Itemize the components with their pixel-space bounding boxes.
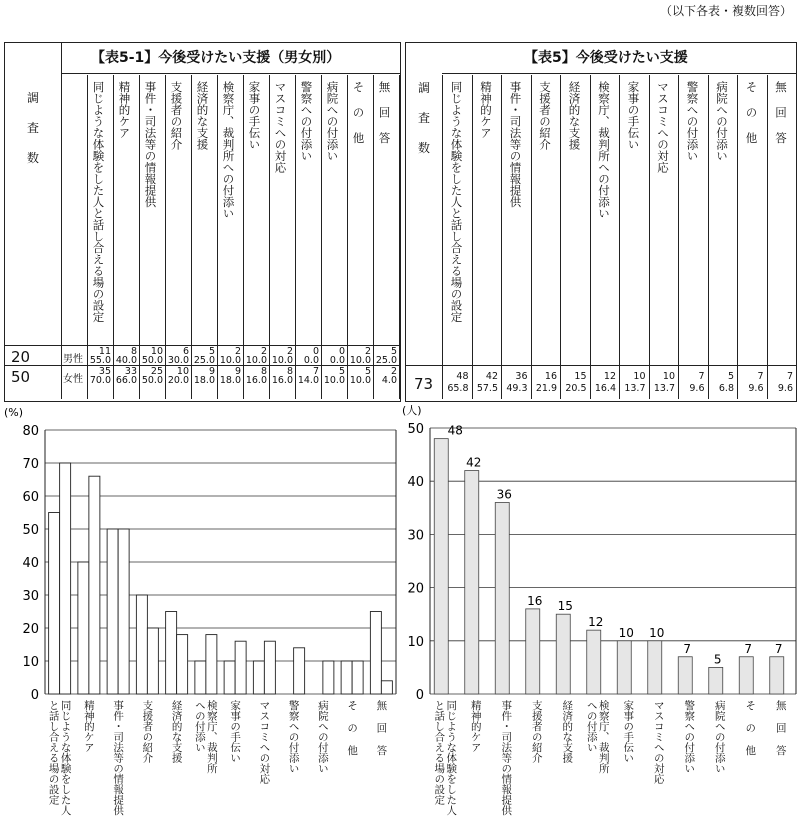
bar-male bbox=[253, 661, 264, 694]
x-tick-label: 精神的ケア bbox=[82, 700, 95, 753]
column-header: そ の 他 bbox=[351, 81, 366, 144]
col-divider bbox=[560, 75, 561, 399]
y-tick-label: 80 bbox=[22, 424, 39, 439]
y-tick-label: 30 bbox=[22, 589, 39, 604]
column-header: 同じような体験をした人と話し合える場の設定 bbox=[91, 81, 106, 323]
cell-count: 42 bbox=[485, 371, 498, 382]
table-5-1-title: 【表5-1】今後受けたい支援（男女別） bbox=[91, 50, 341, 66]
cell-pct: 10.0 bbox=[219, 355, 241, 366]
col-divider bbox=[590, 75, 591, 399]
bar-female bbox=[323, 661, 334, 694]
bar-male bbox=[136, 595, 147, 694]
y-tick-label: 40 bbox=[22, 556, 39, 571]
chart-total bbox=[400, 400, 800, 827]
y-tick-label: 50 bbox=[407, 422, 424, 437]
bar-female bbox=[89, 476, 100, 694]
cell-count: 11 bbox=[98, 346, 111, 357]
column-header: 事件・司法等の情報提供 bbox=[143, 81, 158, 208]
col-divider bbox=[767, 75, 768, 399]
cell-count: 5 bbox=[208, 346, 215, 357]
data-label: 12 bbox=[588, 615, 604, 630]
x-tick-label: マスコミへの対応 bbox=[652, 700, 665, 784]
col-divider bbox=[501, 75, 502, 399]
y-tick-label: 20 bbox=[22, 622, 39, 637]
cell-count: 9 bbox=[234, 366, 241, 377]
cell-count: 2 bbox=[286, 346, 293, 357]
x-tick-label: 同じような体験をした人 bbox=[59, 700, 72, 816]
y-tick-label: 50 bbox=[22, 523, 39, 538]
cell-count: 25 bbox=[150, 366, 163, 377]
data-label: 10 bbox=[618, 625, 634, 640]
x-tick-label: 支援者の紹介 bbox=[141, 700, 154, 763]
cell-pct: 16.4 bbox=[594, 383, 616, 394]
column-header: 病院への付添い bbox=[715, 81, 729, 162]
bar bbox=[648, 641, 662, 694]
bar bbox=[709, 667, 723, 694]
cell-count: 2 bbox=[364, 346, 371, 357]
column-header: 支援者の紹介 bbox=[169, 81, 184, 150]
count-header-char: 数 bbox=[27, 151, 40, 165]
x-tick-label: への付添い bbox=[193, 700, 206, 753]
cell-count: 2 bbox=[260, 346, 267, 357]
y-tick-label: 30 bbox=[407, 528, 424, 544]
cell-count: 16 bbox=[544, 371, 557, 382]
cell-pct: 10.0 bbox=[349, 375, 371, 386]
cell-count: 2 bbox=[390, 366, 397, 377]
data-label: 36 bbox=[496, 487, 512, 502]
bar-male bbox=[341, 661, 352, 694]
count-header-char: 調 bbox=[418, 81, 431, 95]
cell-pct: 18.0 bbox=[219, 375, 241, 386]
col-divider bbox=[708, 75, 709, 399]
data-label: 48 bbox=[447, 423, 463, 438]
cell-pct: 14.0 bbox=[297, 375, 319, 386]
cell-count: 10 bbox=[633, 371, 646, 382]
cell-count: 8 bbox=[130, 346, 137, 357]
y-tick-label: 10 bbox=[407, 634, 424, 650]
bar-female bbox=[235, 641, 246, 694]
bar-male bbox=[224, 661, 235, 694]
col-divider bbox=[531, 75, 532, 399]
cell-pct: 21.9 bbox=[535, 383, 557, 394]
cell-pct: 10.0 bbox=[349, 355, 371, 366]
column-header: 無 回 答 bbox=[774, 81, 788, 144]
cell-pct: 0.0 bbox=[303, 355, 319, 366]
cell-pct: 30.0 bbox=[167, 355, 189, 366]
cell-count: 48 bbox=[456, 371, 469, 382]
cell-pct: 50.0 bbox=[141, 375, 163, 386]
chart-by-gender bbox=[0, 400, 400, 827]
column-header: 病院への付添い bbox=[325, 81, 340, 162]
y-tick-label: 60 bbox=[22, 490, 39, 505]
bar-female bbox=[264, 641, 275, 694]
bar bbox=[495, 502, 509, 694]
x-tick-label: 経済的な支援 bbox=[561, 700, 574, 763]
x-tick-label: 病院への付添い bbox=[316, 700, 329, 774]
y-tick-label: 20 bbox=[407, 581, 424, 597]
cell-pct: 13.7 bbox=[624, 383, 646, 394]
cell-pct: 50.0 bbox=[141, 355, 163, 366]
column-header: 検察庁、裁判所への付添い bbox=[221, 81, 236, 219]
cell-pct: 49.3 bbox=[506, 383, 528, 394]
x-tick-label: マスコミへの対応 bbox=[258, 700, 271, 784]
y-tick-label: 40 bbox=[407, 475, 424, 491]
x-tick-label: 検察庁、裁判所 bbox=[205, 700, 218, 774]
bar-female bbox=[381, 681, 392, 694]
bar bbox=[678, 657, 692, 694]
bar-female bbox=[60, 463, 71, 694]
data-label: 42 bbox=[466, 455, 482, 470]
column-header: 警察への付添い bbox=[685, 81, 700, 162]
cell-count: 36 bbox=[515, 371, 528, 382]
cell-count: 0 bbox=[338, 346, 345, 357]
column-header: 警察への付添い bbox=[299, 81, 314, 162]
bar-male bbox=[107, 529, 118, 694]
bar-female bbox=[118, 529, 129, 694]
cell-pct: 40.0 bbox=[115, 355, 137, 366]
col-divider bbox=[678, 75, 679, 399]
bar-male bbox=[370, 612, 381, 695]
cell-count: 33 bbox=[124, 366, 137, 377]
bar-female bbox=[352, 661, 363, 694]
cell-count: 7 bbox=[698, 371, 705, 382]
cell-pct: 70.0 bbox=[89, 375, 111, 386]
cell-count: 7 bbox=[757, 371, 764, 382]
x-tick-label: 警察への付添い bbox=[287, 700, 300, 774]
cell-count: 35 bbox=[98, 366, 111, 377]
label-divider bbox=[442, 75, 443, 399]
x-tick-label: 精神的ケア bbox=[469, 700, 482, 753]
data-label: 7 bbox=[744, 641, 753, 656]
column-header: 家事の手伝い bbox=[626, 81, 641, 150]
x-tick-label: 無 回 答 bbox=[375, 700, 388, 756]
bar-female bbox=[206, 635, 217, 694]
bar bbox=[465, 471, 479, 694]
col-divider bbox=[399, 75, 400, 399]
table-5-title: 【表5】今後受けたい支援 bbox=[524, 50, 688, 66]
x-tick-label: 事件・司法等の情報提供 bbox=[500, 700, 513, 816]
data-label: 7 bbox=[774, 641, 783, 656]
x-tick-label: 警察への付添い bbox=[683, 700, 696, 774]
y-tick-label: 0 bbox=[415, 688, 424, 700]
count-header-char: 査 bbox=[418, 111, 431, 125]
data-label: 7 bbox=[683, 641, 692, 656]
cell-pct: 16.0 bbox=[245, 375, 267, 386]
data-label: 16 bbox=[527, 593, 543, 608]
cell-pct: 16.0 bbox=[271, 375, 293, 386]
cell-pct: 6.8 bbox=[718, 383, 734, 394]
cell-count: 10 bbox=[176, 366, 189, 377]
cell-pct: 55.0 bbox=[89, 355, 111, 366]
cell-count: 5 bbox=[390, 346, 397, 357]
x-tick-label: 支援者の紹介 bbox=[530, 700, 543, 763]
x-tick-label: 家事の手伝い bbox=[229, 700, 242, 763]
cell-count: 10 bbox=[150, 346, 163, 357]
table-5-1 bbox=[4, 42, 401, 402]
bar bbox=[770, 657, 784, 694]
cell-count: 5 bbox=[364, 366, 371, 377]
column-header: 検察庁、裁判所への付添い bbox=[597, 81, 611, 219]
x-tick-label: 検察庁、裁判所 bbox=[597, 700, 610, 774]
col-divider bbox=[472, 75, 473, 399]
cell-count: 8 bbox=[286, 366, 293, 377]
bar-female bbox=[294, 648, 305, 694]
bar-male bbox=[195, 661, 206, 694]
x-tick-label: そ の 他 bbox=[346, 700, 359, 756]
cell-pct: 4.0 bbox=[381, 375, 397, 386]
cell-pct: 57.5 bbox=[476, 383, 498, 394]
x-tick-label: 無 回 答 bbox=[774, 700, 787, 756]
cell-pct: 10.0 bbox=[245, 355, 267, 366]
cell-pct: 9.6 bbox=[748, 383, 764, 394]
data-label: 5 bbox=[713, 652, 722, 667]
bar bbox=[739, 657, 753, 694]
cell-count: 8 bbox=[260, 366, 267, 377]
bar-male bbox=[49, 513, 60, 695]
column-header: 支援者の紹介 bbox=[538, 81, 552, 150]
table-5 bbox=[405, 42, 797, 402]
x-tick-label: と話し合える場の設定 bbox=[433, 700, 446, 805]
x-tick-label: 病院への付添い bbox=[713, 700, 726, 774]
bar-female bbox=[177, 635, 188, 694]
cell-pct: 18.0 bbox=[193, 375, 215, 386]
cell-count: 5 bbox=[727, 371, 734, 382]
row-count: 73 bbox=[414, 375, 434, 393]
cell-pct: 9.6 bbox=[777, 383, 793, 394]
column-header: 経済的な支援 bbox=[195, 81, 210, 150]
x-tick-label: 家事の手伝い bbox=[622, 700, 635, 763]
cell-pct: 9.6 bbox=[689, 383, 705, 394]
count-header-char: 数 bbox=[418, 141, 431, 155]
cell-count: 7 bbox=[312, 366, 319, 377]
column-header: 家事の手伝い bbox=[247, 81, 262, 150]
y-axis-label: (%) bbox=[4, 406, 24, 419]
count-header-char: 調 bbox=[27, 91, 40, 105]
cell-pct: 25.0 bbox=[193, 355, 215, 366]
data-label: 15 bbox=[557, 599, 573, 614]
cell-pct: 65.8 bbox=[447, 383, 469, 394]
column-header: 無 回 答 bbox=[377, 81, 392, 144]
cell-pct: 20.0 bbox=[167, 375, 189, 386]
row-label: 女性 bbox=[63, 374, 83, 385]
cell-count: 5 bbox=[338, 366, 345, 377]
y-tick-label: 70 bbox=[22, 457, 39, 472]
cell-count: 0 bbox=[312, 346, 319, 357]
cell-count: 2 bbox=[234, 346, 241, 357]
cell-count: 12 bbox=[603, 371, 616, 382]
column-header: 精神的ケア bbox=[479, 81, 493, 139]
x-tick-label: 事件・司法等の情報提供 bbox=[112, 700, 125, 816]
column-header: マスコミへの対応 bbox=[656, 81, 670, 173]
x-tick-label: そ の 他 bbox=[744, 700, 757, 756]
bar-male bbox=[166, 612, 177, 695]
column-header: 精神的ケア bbox=[117, 81, 132, 139]
cell-pct: 10.0 bbox=[323, 375, 345, 386]
cell-pct: 20.5 bbox=[565, 383, 587, 394]
cell-pct: 10.0 bbox=[271, 355, 293, 366]
x-tick-label: と話し合える場の設定 bbox=[47, 700, 60, 805]
bar bbox=[587, 630, 601, 694]
row-count: 20 bbox=[11, 348, 31, 366]
col-divider bbox=[737, 75, 738, 399]
row-label: 男性 bbox=[63, 354, 83, 365]
col-divider bbox=[619, 75, 620, 399]
count-header-char: 査 bbox=[27, 121, 40, 135]
cell-pct: 66.0 bbox=[115, 375, 137, 386]
cell-pct: 0.0 bbox=[329, 355, 345, 366]
data-label: 10 bbox=[649, 625, 665, 640]
bar-male bbox=[78, 562, 89, 694]
x-tick-label: 同じような体験をした人 bbox=[445, 700, 458, 816]
x-tick-label: への付添い bbox=[585, 700, 598, 753]
y-axis-label: (人) bbox=[402, 404, 422, 417]
column-header: マスコミへの対応 bbox=[273, 81, 288, 173]
column-header: 経済的な支援 bbox=[567, 81, 582, 150]
cell-count: 7 bbox=[786, 371, 793, 382]
col-divider bbox=[649, 75, 650, 399]
x-tick-label: 経済的な支援 bbox=[170, 700, 183, 763]
cell-pct: 13.7 bbox=[653, 383, 675, 394]
cell-count: 10 bbox=[662, 371, 675, 382]
bar-female bbox=[147, 628, 158, 694]
y-tick-label: 0 bbox=[30, 688, 39, 700]
title-line bbox=[61, 73, 400, 74]
row-count: 50 bbox=[11, 368, 31, 386]
bar bbox=[617, 641, 631, 694]
bar bbox=[556, 614, 570, 694]
note: （以下各表・複数回答） bbox=[659, 4, 792, 18]
cell-count: 15 bbox=[574, 371, 587, 382]
column-header: 事件・司法等の情報提供 bbox=[508, 81, 523, 208]
cell-pct: 25.0 bbox=[375, 355, 397, 366]
column-header: そ の 他 bbox=[744, 81, 759, 144]
bar bbox=[526, 609, 540, 694]
y-tick-label: 10 bbox=[22, 655, 39, 670]
cell-count: 6 bbox=[182, 346, 189, 357]
title-line bbox=[442, 73, 796, 74]
bar bbox=[434, 439, 448, 694]
column-header: 同じような体験をした人と話し合える場の設定 bbox=[449, 81, 464, 323]
cell-count: 9 bbox=[208, 366, 215, 377]
